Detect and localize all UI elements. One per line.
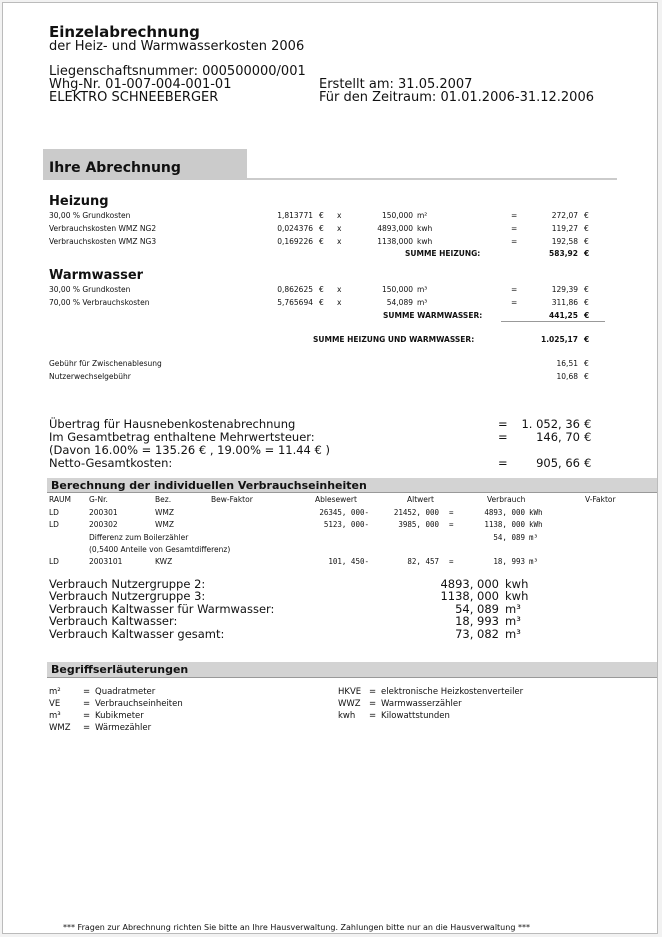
consumption-unit: kwh — [505, 589, 529, 603]
summary-label: Übertrag für Hausnebenkostenabrechnung — [49, 417, 296, 431]
currency-symbol: € — [584, 456, 592, 470]
glossary-abbr: VE — [49, 699, 61, 709]
fee-value: 16,51 — [556, 359, 578, 368]
equals-sign: = — [511, 237, 518, 246]
difference-note: (0,5400 Anteile von Gesamtdifferenz) — [89, 545, 231, 554]
currency-symbol: € — [584, 417, 592, 431]
sum-underline — [501, 321, 605, 322]
grand-total-value: 1.025,17 — [540, 335, 578, 344]
equals-sign: = — [449, 508, 454, 517]
equals-sign: = — [498, 417, 508, 431]
difference-value: 54, 089 — [493, 533, 525, 542]
consumption-value: 1138, 000 — [440, 589, 499, 603]
column-header: V-Faktor — [585, 495, 616, 504]
quantity-value: 4893,000 — [377, 224, 413, 233]
meter-number-cell: 200301 — [89, 508, 118, 517]
meter-number-cell: 200302 — [89, 520, 118, 529]
summary-value: 1. 052, 36 — [521, 417, 580, 431]
document-title: Einzelabrechnung — [49, 23, 200, 41]
section-divider — [43, 178, 617, 180]
times-sign: x — [337, 237, 342, 246]
table-header-rule — [47, 492, 658, 493]
meter-type-cell: WMZ — [155, 520, 175, 529]
individual-section-bar — [47, 478, 658, 493]
difference-label: Differenz zum Boilerzähler — [89, 533, 189, 542]
apartment-number: Whg-Nr. 01-007-004-001-01 — [49, 77, 232, 92]
unit: m³ — [417, 298, 428, 307]
glossary-abbr: WWZ — [338, 699, 361, 709]
currency-symbol: € — [319, 224, 324, 233]
column-header: Bez. — [155, 495, 172, 504]
equals-sign: = — [498, 456, 508, 470]
glossary-text: Kilowattstunden — [381, 711, 450, 721]
row-label: 30,00 % Grundkosten — [49, 285, 131, 294]
times-sign: x — [337, 224, 342, 233]
rate-value: 5,765694 — [277, 298, 313, 307]
currency-symbol: € — [319, 298, 324, 307]
meter-number-cell: 2003101 — [89, 557, 123, 566]
consumption-label: Verbrauch Kaltwasser: — [49, 614, 178, 628]
glossary-text: Warmwasserzähler — [381, 699, 462, 709]
room-cell: LD — [49, 520, 59, 529]
meter-type-cell: KWZ — [155, 557, 173, 566]
equals-sign: = — [511, 224, 518, 233]
glossary-abbr: kwh — [338, 711, 356, 721]
glossary-rule — [47, 677, 658, 678]
equals-sign: = — [83, 723, 91, 733]
consumption-label: Verbrauch Kaltwasser gesamt: — [49, 627, 225, 641]
equals-sign: = — [369, 687, 377, 697]
summary-value: 146, 70 — [536, 430, 580, 444]
unit-cell: kWh — [529, 508, 543, 517]
created-date: Erstellt am: 31.05.2007 — [319, 77, 473, 92]
currency-symbol: € — [584, 224, 589, 233]
glossary-abbr: m² — [49, 687, 61, 697]
consumption-unit: m³ — [505, 627, 521, 641]
consumption-value: 4893, 000 — [440, 577, 499, 591]
unit-cell: m³ — [529, 533, 539, 542]
document-subtitle: der Heiz- und Warmwasserkosten 2006 — [49, 39, 305, 54]
equals-sign: = — [498, 430, 508, 444]
old-value-cell: 3985, 000 — [398, 520, 439, 529]
old-value-cell: 21452, 000 — [393, 508, 439, 517]
grand-total-label: SUMME HEIZUNG UND WARMWASSER: — [313, 335, 475, 344]
glossary-title: Begriffserläuterungen — [51, 663, 189, 676]
rate-value: 1,813771 — [277, 211, 313, 220]
glossary-text: Wärmezähler — [95, 723, 152, 733]
equals-sign: = — [511, 298, 518, 307]
unit-cell: kWh — [529, 520, 543, 529]
row-label: 70,00 % Verbrauchskosten — [49, 298, 150, 307]
rate-value: 0,169226 — [277, 237, 313, 246]
heating-sum-label: SUMME HEIZUNG: — [405, 249, 481, 258]
equals-sign: = — [369, 711, 377, 721]
glossary-text: Quadratmeter — [95, 687, 156, 697]
column-header: Verbrauch — [487, 495, 526, 504]
currency-symbol: € — [584, 298, 589, 307]
unit: m² — [417, 211, 428, 220]
row-label: 30,00 % Grundkosten — [49, 211, 131, 220]
row-label: Verbrauchskosten WMZ NG3 — [49, 237, 157, 246]
consumption-label: Verbrauch Nutzergruppe 2: — [49, 577, 206, 591]
section-title: Ihre Abrechnung — [49, 160, 181, 176]
footer-note: *** Fragen zur Abrechnung richten Sie bitte an Ihre Hausverwaltung. Zahlungen bitte nur an die Hausverwaltung *** — [63, 923, 530, 932]
hot-water-heading: Warmwasser — [49, 268, 144, 283]
currency-symbol: € — [584, 430, 592, 444]
equals-sign: = — [449, 520, 454, 529]
currency-symbol: € — [584, 372, 589, 381]
summary-label: Netto-Gesamtkosten: — [49, 456, 173, 470]
glossary-text: Verbrauchseinheiten — [95, 699, 183, 709]
row-label: Verbrauchskosten WMZ NG2 — [49, 224, 157, 233]
column-header: Bew-Faktor — [211, 495, 253, 504]
hot-water-sum-value: 441,25 — [549, 311, 578, 320]
billing-period: Für den Zeitraum: 01.01.2006-31.12.2006 — [319, 90, 594, 105]
equals-sign: = — [449, 557, 454, 566]
equals-sign: = — [511, 285, 518, 294]
column-header: RAUM — [49, 495, 71, 504]
consumption-unit: kwh — [505, 577, 529, 591]
consumption-cell: 18, 993 — [493, 557, 525, 566]
consumption-cell: 1138, 000 — [484, 520, 525, 529]
old-value-cell: 82, 457 — [407, 557, 439, 566]
times-sign: x — [337, 285, 342, 294]
tenant-name: ELEKTRO SCHNEEBERGER — [49, 90, 219, 105]
currency-symbol: € — [584, 211, 589, 220]
individual-section-title: Berechnung der individuellen Verbrauchseinheiten — [51, 479, 367, 492]
equals-sign: = — [83, 711, 91, 721]
times-sign: x — [337, 211, 342, 220]
amount-value: 311,86 — [551, 298, 578, 307]
currency-symbol: € — [319, 237, 324, 246]
fee-label: Nutzerwechselgebühr — [49, 372, 131, 381]
heating-sum-value: 583,92 — [549, 249, 578, 258]
equals-sign: = — [83, 699, 91, 709]
consumption-cell: 4893, 000 — [484, 508, 525, 517]
glossary-abbr: HKVE — [338, 687, 362, 697]
equals-sign: = — [83, 687, 91, 697]
consumption-value: 73, 082 — [455, 627, 499, 641]
consumption-label: Verbrauch Nutzergruppe 3: — [49, 589, 206, 603]
currency-symbol: € — [584, 285, 589, 294]
times-sign: x — [337, 298, 342, 307]
unit-cell: m³ — [529, 557, 539, 566]
currency-symbol: € — [319, 211, 324, 220]
summary-value: 905, 66 — [536, 456, 580, 470]
quantity-value: 150,000 — [381, 211, 413, 220]
summary-label: Im Gesamtbetrag enthaltene Mehrwertsteuer: — [49, 430, 315, 444]
reading-cell: 101, 450- — [328, 557, 369, 566]
room-cell: LD — [49, 508, 59, 517]
currency-symbol: € — [319, 285, 324, 294]
property-number: Liegenschaftsnummer: 000500000/001 — [49, 64, 306, 79]
consumption-unit: m³ — [505, 602, 521, 616]
glossary-bar — [47, 662, 658, 677]
unit: m³ — [417, 285, 428, 294]
column-header: Ablesewert — [315, 495, 357, 504]
consumption-unit: m³ — [505, 614, 521, 628]
amount-value: 119,27 — [551, 224, 578, 233]
unit: kwh — [417, 224, 433, 233]
column-header: Altwert — [407, 495, 434, 504]
quantity-value: 150,000 — [381, 285, 413, 294]
reading-cell: 5123, 000- — [323, 520, 369, 529]
amount-value: 272,07 — [551, 211, 578, 220]
heating-heading: Heizung — [49, 194, 109, 209]
vat-breakdown: (Davon 16.00% = 135.26 € , 19.00% = 11.44 € ) — [49, 443, 330, 457]
glossary-text: elektronische Heizkostenverteiler — [381, 687, 524, 697]
consumption-value: 54, 089 — [455, 602, 499, 616]
section-header-bar — [43, 149, 247, 179]
rate-value: 0,862625 — [277, 285, 313, 294]
consumption-value: 18, 993 — [455, 614, 499, 628]
hot-water-sum-label: SUMME WARMWASSER: — [383, 311, 483, 320]
currency-symbol: € — [584, 311, 590, 320]
room-cell: LD — [49, 557, 59, 566]
amount-value: 192,58 — [551, 237, 578, 246]
fee-value: 10,68 — [556, 372, 578, 381]
reading-cell: 26345, 000- — [319, 508, 369, 517]
currency-symbol: € — [584, 359, 589, 368]
glossary-text: Kubikmeter — [95, 711, 144, 721]
consumption-label: Verbrauch Kaltwasser für Warmwasser: — [49, 602, 275, 616]
unit: kwh — [417, 237, 433, 246]
equals-sign: = — [369, 699, 377, 709]
meter-type-cell: WMZ — [155, 508, 175, 517]
quantity-value: 1138,000 — [377, 237, 413, 246]
rate-value: 0,024376 — [277, 224, 313, 233]
glossary-abbr: m³ — [49, 711, 61, 721]
amount-value: 129,39 — [551, 285, 578, 294]
glossary-abbr: WMZ — [49, 723, 71, 733]
equals-sign: = — [511, 211, 518, 220]
currency-symbol: € — [584, 335, 590, 344]
currency-symbol: € — [584, 237, 589, 246]
fee-label: Gebühr für Zwischenablesung — [49, 359, 162, 368]
column-header: G-Nr. — [89, 495, 108, 504]
bill-page — [2, 2, 658, 934]
currency-symbol: € — [584, 249, 590, 258]
quantity-value: 54,089 — [386, 298, 413, 307]
